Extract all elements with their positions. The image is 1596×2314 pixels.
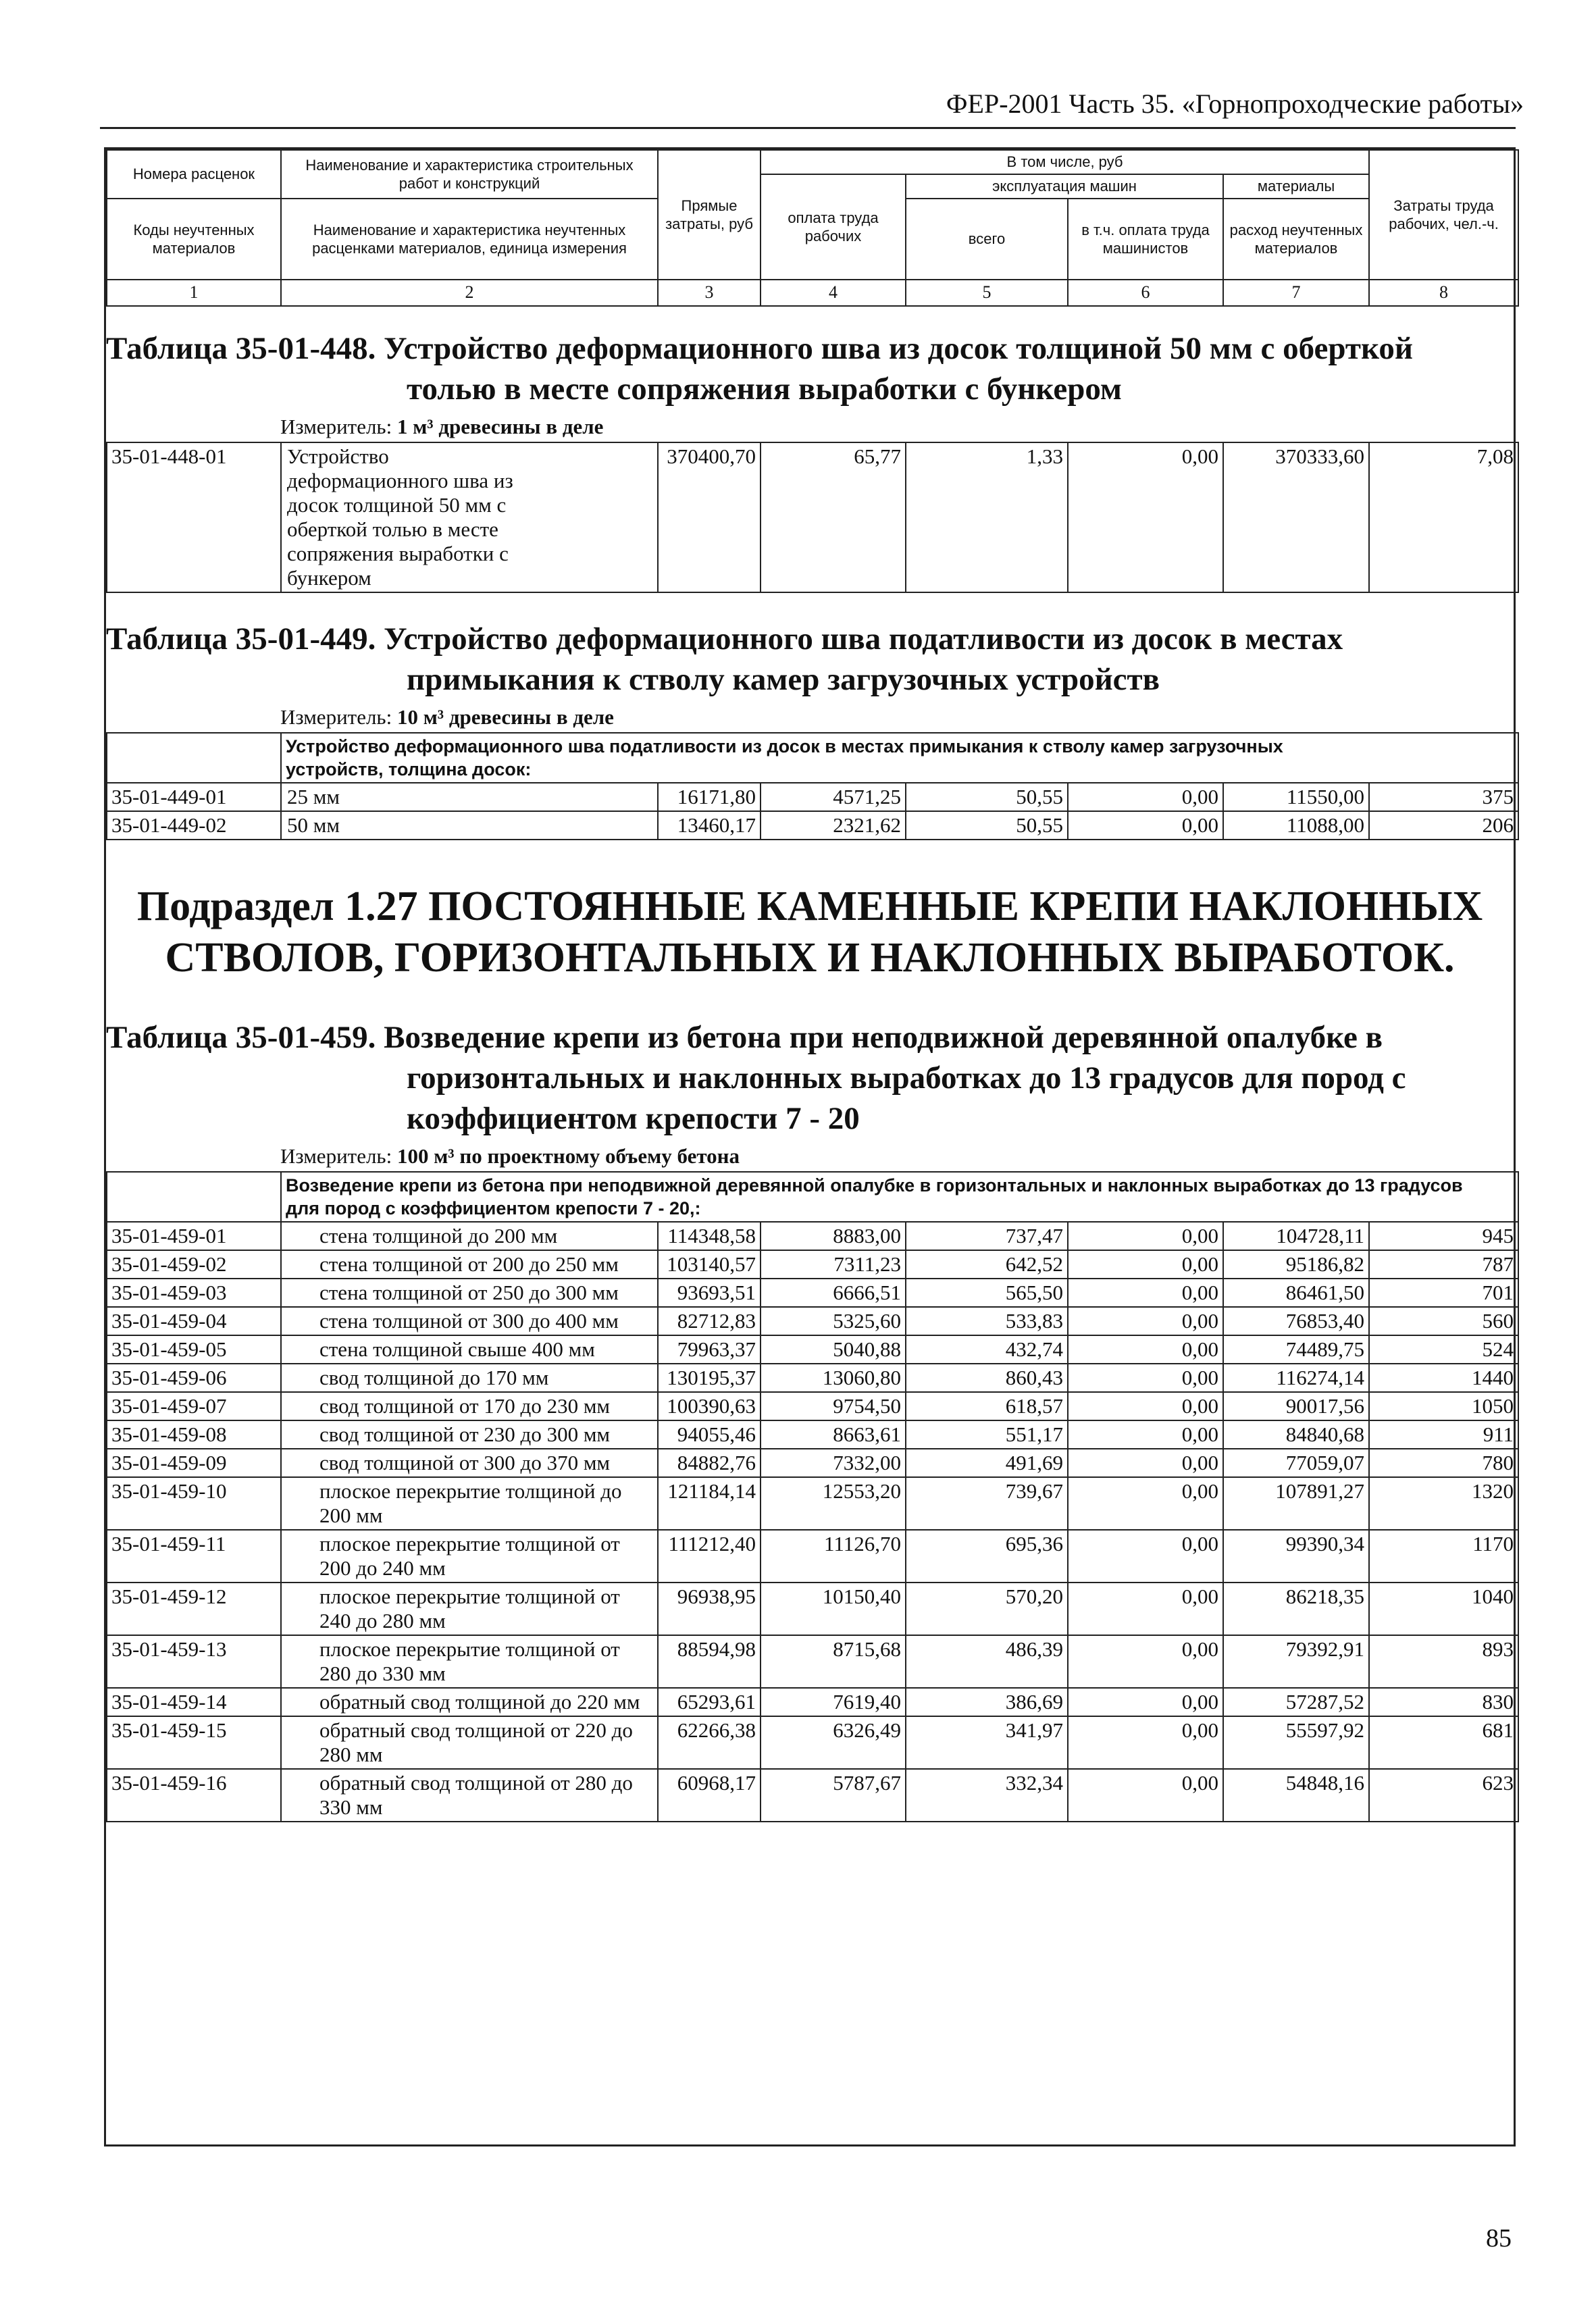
- col-num: 7: [1223, 280, 1369, 306]
- row-mach-labor: 0,00: [1068, 783, 1223, 811]
- col3: Прямые затраты, руб: [658, 150, 761, 280]
- row-mach: 332,34: [906, 1769, 1068, 1822]
- row-mach: 642,52: [906, 1250, 1068, 1279]
- row-direct: 96938,95: [658, 1583, 761, 1635]
- table-row: [107, 1250, 1518, 1279]
- row-mach-labor: 0,00: [1068, 1279, 1223, 1307]
- row-mach-labor: 0,00: [1068, 442, 1223, 592]
- table-449-title-line1: Таблица 35-01-449. Устройство деформационного шва податливости из досок в местах: [106, 621, 1343, 657]
- row-mach: 737,47: [906, 1222, 1068, 1250]
- row-mat: 104728,11: [1223, 1222, 1369, 1250]
- table-row: [107, 1364, 1518, 1392]
- row-mach-labor: 0,00: [1068, 1420, 1223, 1449]
- table-row: [107, 811, 1518, 840]
- measure-value: 1 м³ древесины в деле: [396, 414, 604, 438]
- row-mach-labor: 0,00: [1068, 1583, 1223, 1635]
- table-448-section: [106, 328, 1514, 593]
- col-num: 6: [1068, 280, 1223, 306]
- row-direct: 79963,37: [658, 1335, 761, 1364]
- row-code: 35-01-459-05: [107, 1335, 281, 1364]
- col4: оплата труда рабочих: [761, 174, 906, 280]
- row-hours: 206: [1369, 811, 1518, 840]
- table-459-measure: [280, 1144, 1514, 1171]
- row-mat: 55597,92: [1223, 1716, 1369, 1769]
- table-459-data: [106, 1171, 1519, 1822]
- subsection-line1: Подраздел 1.27 ПОСТОЯННЫЕ КАМЕННЫЕ КРЕПИ НАКЛОННЫХ: [136, 883, 1483, 929]
- col-num: 1: [107, 280, 281, 306]
- table-row: [107, 1307, 1518, 1335]
- row-mat: 57287,52: [1223, 1688, 1369, 1716]
- row-code: 35-01-459-11: [107, 1530, 281, 1583]
- row-hours: 830: [1369, 1688, 1518, 1716]
- row-name: стена толщиной свыше 400 мм: [281, 1335, 658, 1364]
- subsection-line2: СТВОЛОВ, ГОРИЗОНТАЛЬНЫХ И НАКЛОННЫХ ВЫРАБОТОК.: [165, 934, 1455, 981]
- table-449-measure: [280, 705, 1514, 732]
- measure-value: 10 м³ древесины в деле: [396, 704, 614, 729]
- row-direct: 93693,51: [658, 1279, 761, 1307]
- table-row: [107, 1420, 1518, 1449]
- row-mach: 341,97: [906, 1716, 1068, 1769]
- col1-top: Номера расценок: [107, 150, 281, 199]
- row-direct: 16171,80: [658, 783, 761, 811]
- row-code: 35-01-459-14: [107, 1688, 281, 1716]
- row-mach: 695,36: [906, 1530, 1068, 1583]
- row-mat: 86218,35: [1223, 1583, 1369, 1635]
- table-459-section: [106, 1017, 1514, 1822]
- row-name: свод толщиной от 170 до 230 мм: [281, 1392, 658, 1420]
- row-mach: 618,57: [906, 1392, 1068, 1420]
- measure-value: 100 м³ по проектному объему бетона: [396, 1143, 740, 1168]
- row-code: 35-01-459-10: [107, 1477, 281, 1530]
- row-mach: 570,20: [906, 1583, 1068, 1635]
- table-row: [107, 1716, 1518, 1769]
- row-mach-labor: 0,00: [1068, 1530, 1223, 1583]
- group-label: Возведение крепи из бетона при неподвижной деревянной опалубке в горизонтальных и наклонных выработках до 13 градусов для пород с коэффициентом крепости 7 - 20,:: [281, 1172, 1518, 1222]
- row-name: стена толщиной до 200 мм: [281, 1222, 658, 1250]
- row-labor: 8883,00: [761, 1222, 906, 1250]
- materials-header: материалы: [1223, 174, 1369, 199]
- row-mach-labor: 0,00: [1068, 1449, 1223, 1477]
- incl-header: В том числе, руб: [761, 150, 1369, 174]
- table-449-section: [106, 619, 1514, 840]
- row-hours: 701: [1369, 1279, 1518, 1307]
- row-mach-labor: 0,00: [1068, 1769, 1223, 1822]
- row-mat: 107891,27: [1223, 1477, 1369, 1530]
- row-code: 35-01-459-07: [107, 1392, 281, 1420]
- col6: в т.ч. оплата труда машинистов: [1068, 199, 1223, 280]
- table-row: [107, 1392, 1518, 1420]
- row-direct: 94055,46: [658, 1420, 761, 1449]
- row-hours: 1320: [1369, 1477, 1518, 1530]
- row-name: плоское перекрытие толщиной от 280 до 330 мм: [281, 1635, 658, 1688]
- row-labor: 8715,68: [761, 1635, 906, 1688]
- row-labor: 6666,51: [761, 1279, 906, 1307]
- row-mat: 90017,56: [1223, 1392, 1369, 1420]
- row-code: 35-01-459-04: [107, 1307, 281, 1335]
- row-labor: 13060,80: [761, 1364, 906, 1392]
- row-direct: 103140,57: [658, 1250, 761, 1279]
- row-labor: 5325,60: [761, 1307, 906, 1335]
- row-labor: 8663,61: [761, 1420, 906, 1449]
- table-448-data: [106, 442, 1519, 593]
- row-mach: 551,17: [906, 1420, 1068, 1449]
- row-labor: 10150,40: [761, 1583, 906, 1635]
- running-header: ФЕР-2001 Часть 35. «Горнопроходческие работы»: [946, 88, 1524, 119]
- row-name: плоское перекрытие толщиной от 240 до 280 мм: [281, 1583, 658, 1635]
- row-name: Устройство деформационного шва из досок толщиной 50 мм с оберткой толью в месте сопряжения выработки с бункером: [281, 442, 658, 592]
- row-name: 25 мм: [281, 783, 658, 811]
- row-direct: 82712,83: [658, 1307, 761, 1335]
- row-hours: 681: [1369, 1716, 1518, 1769]
- table-449-title: [106, 619, 1514, 700]
- col-num: 5: [906, 280, 1068, 306]
- row-code: 35-01-459-09: [107, 1449, 281, 1477]
- row-code: 35-01-459-03: [107, 1279, 281, 1307]
- table-row: [107, 1477, 1518, 1530]
- col-num: 8: [1369, 280, 1518, 306]
- row-mat: 54848,16: [1223, 1769, 1369, 1822]
- row-hours: 945: [1369, 1222, 1518, 1250]
- row-hours: 1050: [1369, 1392, 1518, 1420]
- row-direct: 88594,98: [658, 1635, 761, 1688]
- machines-header: эксплуатация машин: [906, 174, 1223, 199]
- row-mat: 11088,00: [1223, 811, 1369, 840]
- row-name: 50 мм: [281, 811, 658, 840]
- row-mat: 116274,14: [1223, 1364, 1369, 1392]
- row-mach-labor: 0,00: [1068, 1392, 1223, 1420]
- row-direct: 111212,40: [658, 1530, 761, 1583]
- row-hours: 524: [1369, 1335, 1518, 1364]
- row-mat: 76853,40: [1223, 1307, 1369, 1335]
- row-code: 35-01-459-02: [107, 1250, 281, 1279]
- row-labor: 5040,88: [761, 1335, 906, 1364]
- row-name: обратный свод толщиной от 220 до 280 мм: [281, 1716, 658, 1769]
- table-row: [107, 1335, 1518, 1364]
- row-mat: 84840,68: [1223, 1420, 1369, 1449]
- row-code: 35-01-459-01: [107, 1222, 281, 1250]
- row-direct: 60968,17: [658, 1769, 761, 1822]
- row-code: 35-01-449-02: [107, 811, 281, 840]
- row-hours: 1170: [1369, 1530, 1518, 1583]
- row-direct: 100390,63: [658, 1392, 761, 1420]
- row-mach-labor: 0,00: [1068, 1716, 1223, 1769]
- row-code: 35-01-459-15: [107, 1716, 281, 1769]
- row-name: стена толщиной от 200 до 250 мм: [281, 1250, 658, 1279]
- row-mach-labor: 0,00: [1068, 1635, 1223, 1688]
- table-459-title-line3: коэффициентом крепости 7 - 20: [407, 1100, 860, 1136]
- row-labor: 65,77: [761, 442, 906, 592]
- row-direct: 114348,58: [658, 1222, 761, 1250]
- row-hours: 7,08: [1369, 442, 1518, 592]
- row-mach-labor: 0,00: [1068, 1307, 1223, 1335]
- row-mat: 95186,82: [1223, 1250, 1369, 1279]
- group-row: [107, 733, 1518, 783]
- table-row: [107, 1449, 1518, 1477]
- row-hours: 623: [1369, 1769, 1518, 1822]
- row-direct: 65293,61: [658, 1688, 761, 1716]
- row-mat: 99390,34: [1223, 1530, 1369, 1583]
- row-mach: 1,33: [906, 442, 1068, 592]
- row-name: стена толщиной от 250 до 300 мм: [281, 1279, 658, 1307]
- table-row: [107, 1688, 1518, 1716]
- row-hours: 911: [1369, 1420, 1518, 1449]
- row-code: 35-01-459-16: [107, 1769, 281, 1822]
- col5: всего: [906, 199, 1068, 280]
- table-448-title: [106, 328, 1514, 409]
- row-labor: 6326,49: [761, 1716, 906, 1769]
- row-mach: 50,55: [906, 811, 1068, 840]
- table-row: [107, 1279, 1518, 1307]
- table-row: [107, 783, 1518, 811]
- row-code: 35-01-448-01: [107, 442, 281, 592]
- row-mat: 370333,60: [1223, 442, 1369, 592]
- row-mach: 486,39: [906, 1635, 1068, 1688]
- row-name: обратный свод толщиной до 220 мм: [281, 1688, 658, 1716]
- row-mach: 860,43: [906, 1364, 1068, 1392]
- row-labor: 9754,50: [761, 1392, 906, 1420]
- table-459-title-line2: горизонтальных и наклонных выработках до 13 градусов для пород с: [407, 1060, 1406, 1096]
- row-direct: 121184,14: [658, 1477, 761, 1530]
- row-code: 35-01-449-01: [107, 783, 281, 811]
- row-mat: 79392,91: [1223, 1635, 1369, 1688]
- row-direct: 370400,70: [658, 442, 761, 592]
- table-449-data: [106, 732, 1519, 840]
- col7: расход неучтенных материалов: [1223, 199, 1369, 280]
- row-code: 35-01-459-08: [107, 1420, 281, 1449]
- row-hours: 375: [1369, 783, 1518, 811]
- measure-label: Измеритель:: [280, 414, 392, 438]
- row-mach: 386,69: [906, 1688, 1068, 1716]
- subsection-heading: [106, 881, 1514, 983]
- row-mach: 491,69: [906, 1449, 1068, 1477]
- row-name: плоское перекрытие толщиной до 200 мм: [281, 1477, 658, 1530]
- row-labor: 7332,00: [761, 1449, 906, 1477]
- measure-label: Измеритель:: [280, 704, 392, 729]
- table-row: [107, 1769, 1518, 1822]
- row-hours: 780: [1369, 1449, 1518, 1477]
- row-hours: 1440: [1369, 1364, 1518, 1392]
- col8: Затраты труда рабочих, чел.-ч.: [1369, 150, 1518, 280]
- col-num: 3: [658, 280, 761, 306]
- table-448-measure: [280, 415, 1514, 442]
- table-448-title-line2: толью в месте сопряжения выработки с бункером: [407, 371, 1122, 407]
- row-hours: 560: [1369, 1307, 1518, 1335]
- row-mach-labor: 0,00: [1068, 1364, 1223, 1392]
- row-mach-labor: 0,00: [1068, 1335, 1223, 1364]
- table-row: [107, 442, 1518, 592]
- row-labor: 7619,40: [761, 1688, 906, 1716]
- row-hours: 1040: [1369, 1583, 1518, 1635]
- table-row: [107, 1583, 1518, 1635]
- table-row: [107, 1530, 1518, 1583]
- table-row: [107, 1635, 1518, 1688]
- row-code: 35-01-459-13: [107, 1635, 281, 1688]
- row-name: свод толщиной до 170 мм: [281, 1364, 658, 1392]
- col-num: 4: [761, 280, 906, 306]
- row-mach: 739,67: [906, 1477, 1068, 1530]
- row-mat: 74489,75: [1223, 1335, 1369, 1364]
- row-labor: 7311,23: [761, 1250, 906, 1279]
- row-mat: 86461,50: [1223, 1279, 1369, 1307]
- row-mach-labor: 0,00: [1068, 1688, 1223, 1716]
- group-row: [107, 1172, 1518, 1222]
- table-448-title-line1: Таблица 35-01-448. Устройство деформационного шва из досок толщиной 50 мм с оберткой: [106, 330, 1414, 366]
- row-labor: 2321,62: [761, 811, 906, 840]
- column-header-table: [106, 149, 1519, 307]
- row-mach-labor: 0,00: [1068, 811, 1223, 840]
- col-num: 2: [281, 280, 658, 306]
- table-459-title: [106, 1017, 1514, 1139]
- row-code: 35-01-459-12: [107, 1583, 281, 1635]
- row-mach-labor: 0,00: [1068, 1222, 1223, 1250]
- row-mach-labor: 0,00: [1068, 1477, 1223, 1530]
- row-direct: 62266,38: [658, 1716, 761, 1769]
- page-number: 85: [1486, 2224, 1512, 2253]
- row-name: свод толщиной от 300 до 370 мм: [281, 1449, 658, 1477]
- measure-label: Измеритель:: [280, 1143, 392, 1168]
- row-direct: 13460,17: [658, 811, 761, 840]
- page-frame: [104, 147, 1516, 2146]
- row-mach: 565,50: [906, 1279, 1068, 1307]
- row-mach: 50,55: [906, 783, 1068, 811]
- row-mat: 77059,07: [1223, 1449, 1369, 1477]
- row-mach-labor: 0,00: [1068, 1250, 1223, 1279]
- group-label: Устройство деформационного шва податливости из досок в местах примыкания к стволу камер загрузочных устройств, толщина досок:: [281, 733, 1518, 783]
- col1-bottom: Коды неучтенных материалов: [107, 199, 281, 280]
- table-row: [107, 1222, 1518, 1250]
- row-direct: 130195,37: [658, 1364, 761, 1392]
- table-459-title-line1: Таблица 35-01-459. Возведение крепи из бетона при неподвижной деревянной опалубке в: [106, 1019, 1383, 1055]
- header-rule: [100, 127, 1516, 129]
- row-name: свод толщиной от 230 до 300 мм: [281, 1420, 658, 1449]
- row-mach: 533,83: [906, 1307, 1068, 1335]
- table-449-title-line2: примыкания к стволу камер загрузочных устройств: [407, 661, 1160, 697]
- row-direct: 84882,76: [658, 1449, 761, 1477]
- row-name: обратный свод толщиной от 280 до 330 мм: [281, 1769, 658, 1822]
- row-labor: 4571,25: [761, 783, 906, 811]
- row-name: стена толщиной от 300 до 400 мм: [281, 1307, 658, 1335]
- row-code: 35-01-459-06: [107, 1364, 281, 1392]
- row-name: плоское перекрытие толщиной от 200 до 240 мм: [281, 1530, 658, 1583]
- row-hours: 893: [1369, 1635, 1518, 1688]
- col2-top: Наименование и характеристика строительных работ и конструкций: [281, 150, 658, 199]
- row-labor: 12553,20: [761, 1477, 906, 1530]
- col2-bottom: Наименование и характеристика неучтенных расценками материалов, единица измерения: [281, 199, 658, 280]
- row-labor: 5787,67: [761, 1769, 906, 1822]
- row-hours: 787: [1369, 1250, 1518, 1279]
- row-mach: 432,74: [906, 1335, 1068, 1364]
- row-mat: 11550,00: [1223, 783, 1369, 811]
- row-labor: 11126,70: [761, 1530, 906, 1583]
